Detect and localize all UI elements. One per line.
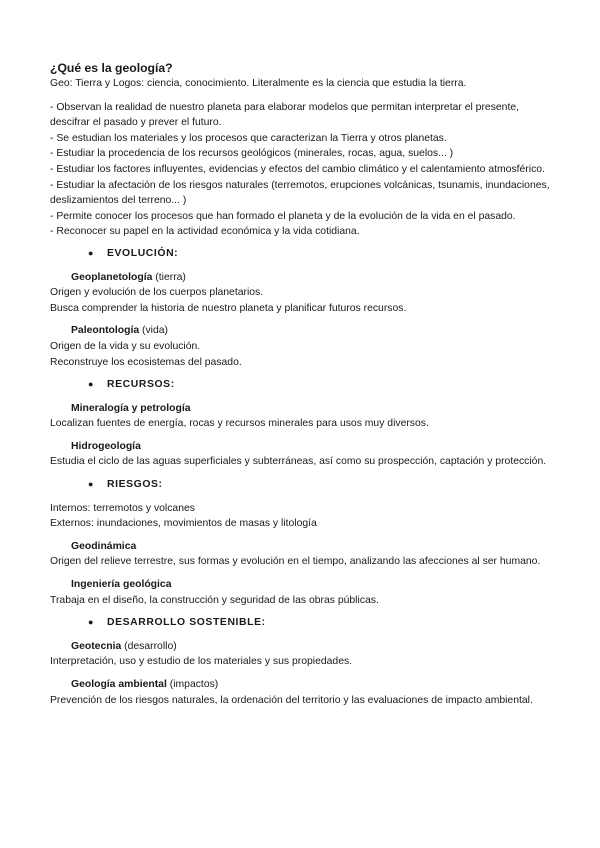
text-line: Localizan fuentes de energía, rocas y recursos minerales para usos muy diversos.	[50, 418, 429, 430]
section-heading-riesgos: ● RIESGOS:	[50, 477, 555, 493]
list-item: - Permite conocer los procesos que han formado el planeta y de la evolución de la vida en el pasado.	[50, 210, 516, 222]
subsection-mineralogia	[50, 401, 555, 432]
term-note: (desarrollo)	[124, 640, 177, 652]
list-item: - Reconocer su papel en la actividad económica y la vida cotidiana.	[50, 226, 360, 238]
document-page	[50, 60, 555, 715]
section-heading-recursos: ● RECURSOS:	[50, 377, 555, 393]
point-list	[50, 100, 555, 240]
subsection-geologia-ambiental	[50, 677, 555, 708]
term: Ingeniería geológica	[71, 579, 172, 591]
text-line: Reconstruye los ecosistemas del pasado.	[50, 356, 242, 368]
text-line: Trabaja en el diseño, la construcción y seguridad de las obras públicas.	[50, 594, 379, 606]
bullet-icon: ●	[88, 617, 95, 628]
bullet-icon: ●	[88, 479, 95, 490]
section-heading-evolucion: ● EVOLUCIÓN:	[50, 246, 555, 262]
intro-text: Geo: Tierra y Logos: ciencia, conocimiento. Literalmente es la ciencia que estudia la tierra.	[50, 78, 467, 89]
term-note: (vida)	[142, 325, 168, 337]
subsection-ingenieria-geologica	[50, 577, 555, 608]
term: Geoplanetología	[71, 271, 153, 283]
list-item: - Estudiar la procedencia de los recursos geológicos (minerales, rocas, agua, suelos... )	[50, 148, 454, 160]
list-item: - Estudiar los factores influyentes, evidencias y efectos del cambio climático y el calentamiento atmosférico.	[50, 163, 545, 175]
term-note: (tierra)	[155, 271, 186, 283]
text-line: Interpretación, uso y estudio de los materiales y sus propiedades.	[50, 656, 353, 668]
term: Geología ambiental	[71, 679, 167, 690]
subsection-geoplanetologia	[50, 270, 555, 317]
text-line: Origen y evolución de los cuerpos planetarios.	[50, 287, 264, 299]
riesgos-types	[50, 501, 555, 532]
text-line: Estudia el ciclo de las aguas superficiales y subterráneas, así como su prospección, captación y protección.	[50, 456, 547, 468]
term: Geotecnia	[71, 640, 122, 652]
list-item: - Se estudian los materiales y los procesos que caracterizan la Tierra y otros planetas.	[50, 132, 447, 144]
text-line: Origen de la vida y su evolución.	[50, 340, 201, 352]
section-heading-desarrollo-sostenible: ● DESARROLLO SOSTENIBLE:	[50, 615, 555, 631]
subsection-paleontologia	[50, 323, 555, 370]
text-line: Prevención de los riesgos naturales, la ordenación del territorio y las evaluaciones de impacto ambiental.	[50, 694, 533, 706]
subsection-hidrogeologia	[50, 439, 555, 470]
term: Mineralogía y petrología	[71, 402, 191, 414]
term-note: (impactos)	[169, 679, 219, 690]
text-line: Busca comprender la historia de nuestro planeta y planificar futuros recursos.	[50, 302, 407, 314]
term: Hidrogeología	[71, 440, 141, 452]
subsection-geotecnia	[50, 639, 555, 670]
text-line: Externos: inundaciones, movimientos de masas y litología	[50, 518, 317, 530]
term: Paleontología	[71, 325, 140, 337]
page-title: ¿Qué es la geología?	[50, 61, 173, 75]
bullet-icon: ●	[88, 247, 95, 258]
bullet-icon: ●	[88, 379, 95, 390]
text-line: Internos: terremotos y volcanes	[50, 502, 195, 514]
text-line: Origen del relieve terrestre, sus formas y evolución en el tiempo, analizando las afecciones al ser humano.	[50, 556, 541, 568]
subsection-geodinamica	[50, 539, 555, 570]
list-item: - Estudiar la afectación de los riesgos naturales (terremotos, erupciones volcánicas, tsunamis, inundaciones, deslizamientos del terreno... )	[50, 179, 550, 207]
list-item: - Observan la realidad de nuestro planeta para elaborar modelos que permitan interpretar el presente, descifrar el pasado y prever el futuro.	[50, 101, 520, 129]
term: Geodinámica	[71, 540, 137, 552]
